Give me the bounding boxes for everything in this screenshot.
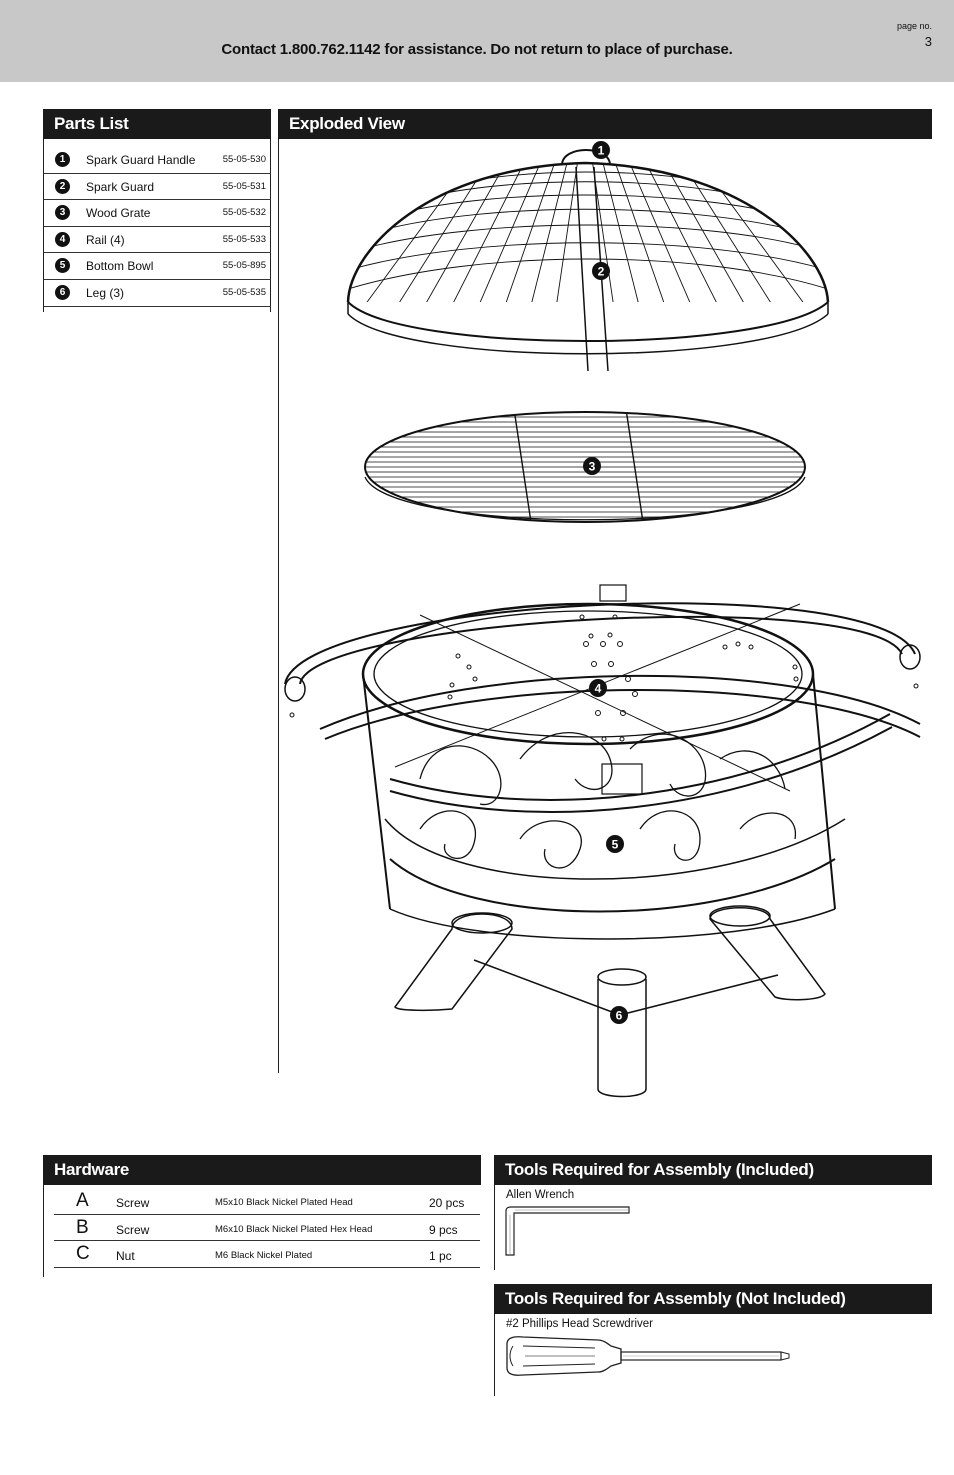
part-name: Leg (3): [86, 285, 125, 300]
callout-5-label: 5: [611, 837, 619, 852]
part-number-badge: 5: [55, 258, 70, 273]
hardware-desc: M6x10 Black Nickel Plated Hex Head: [215, 1223, 373, 1235]
part-number-badge: 4: [55, 232, 70, 247]
exploded-view-border: [278, 139, 279, 1073]
callout-3: [583, 457, 601, 475]
hardware-qty: 9 pcs: [429, 1222, 458, 1237]
hardware-table: [54, 1188, 480, 1268]
part-code: 55-05-531: [222, 180, 266, 192]
hardware-desc: M6 Black Nickel Plated: [215, 1250, 313, 1262]
parts-row: [44, 200, 271, 227]
callout-3-label: 3: [588, 459, 596, 474]
hardware-row: [54, 1215, 480, 1242]
tools-not-included-border: [494, 1314, 495, 1396]
part-name: Rail (4): [86, 232, 125, 247]
part-code: 55-05-532: [222, 207, 266, 219]
page-number: 3: [924, 34, 932, 49]
part-number-badge: 6: [55, 285, 70, 300]
hardware-header: Hardware: [43, 1155, 481, 1185]
hardware-border: [43, 1185, 44, 1277]
callout-2: [592, 262, 610, 280]
part-name: Spark Guard: [86, 179, 155, 194]
part-name: Bottom Bowl: [86, 259, 154, 274]
parts-row: [44, 147, 271, 174]
bottom-bowl-drawing: [285, 585, 920, 939]
screwdriver-icon: [503, 1334, 793, 1378]
page-number-label: page no.: [896, 21, 932, 31]
tools-not-included-header: Tools Required for Assembly (Not Included): [494, 1284, 932, 1314]
exploded-view-diagram: [280, 139, 932, 1099]
spark-guard-drawing: [340, 150, 830, 371]
part-code: 55-05-530: [222, 154, 266, 165]
hardware-letter: C: [76, 1243, 90, 1265]
callout-6-label: 6: [615, 1008, 623, 1023]
part-name: Spark Guard Handle: [86, 153, 196, 167]
hardware-desc: M5x10 Black Nickel Plated Head: [215, 1197, 353, 1208]
tools-included-border: [494, 1185, 495, 1270]
callout-1: [592, 141, 610, 159]
hardware-row: [54, 1241, 480, 1268]
hardware-qty: 20 pcs: [429, 1196, 465, 1210]
part-number-badge: 2: [55, 179, 70, 194]
legs-drawing: [395, 906, 825, 1097]
callout-2-label: 2: [597, 264, 605, 279]
part-code: 55-05-533: [222, 233, 266, 245]
hardware-name: Screw: [116, 1222, 150, 1237]
hardware-qty: 1 pc: [429, 1249, 452, 1264]
callout-1-label: 1: [597, 143, 605, 158]
hardware-row: [54, 1188, 480, 1215]
hardware-name: Screw: [116, 1196, 150, 1210]
hardware-name: Nut: [116, 1249, 135, 1264]
callout-4: [589, 679, 607, 697]
parts-row: [44, 253, 271, 280]
part-code: 55-05-895: [222, 260, 266, 272]
part-code: 55-05-535: [222, 286, 266, 298]
parts-row: [44, 280, 271, 307]
hardware-letter: A: [76, 1190, 89, 1211]
parts-row: [44, 227, 271, 254]
parts-list-header: Parts List: [43, 109, 271, 139]
allen-wrench-label: Allen Wrench: [506, 1189, 575, 1201]
callout-5: [606, 835, 624, 853]
part-number-badge: 3: [55, 205, 70, 220]
callout-4-label: 4: [594, 681, 602, 696]
screwdriver-label: #2 Phillips Head Screwdriver: [506, 1318, 654, 1330]
allen-wrench-icon: [503, 1205, 633, 1260]
part-name: Wood Grate: [86, 206, 151, 221]
top-banner: [0, 0, 954, 82]
contact-notice: Contact 1.800.762.1142 for assistance. Do not return to place of purchase.: [221, 41, 733, 58]
parts-row: [44, 174, 271, 201]
tools-included-header: Tools Required for Assembly (Included): [494, 1155, 932, 1185]
part-number-badge: 1: [55, 152, 70, 167]
exploded-view-header: Exploded View: [278, 109, 932, 139]
callout-6: [610, 1006, 628, 1024]
parts-list-table: [44, 147, 271, 307]
hardware-letter: B: [76, 1216, 89, 1238]
